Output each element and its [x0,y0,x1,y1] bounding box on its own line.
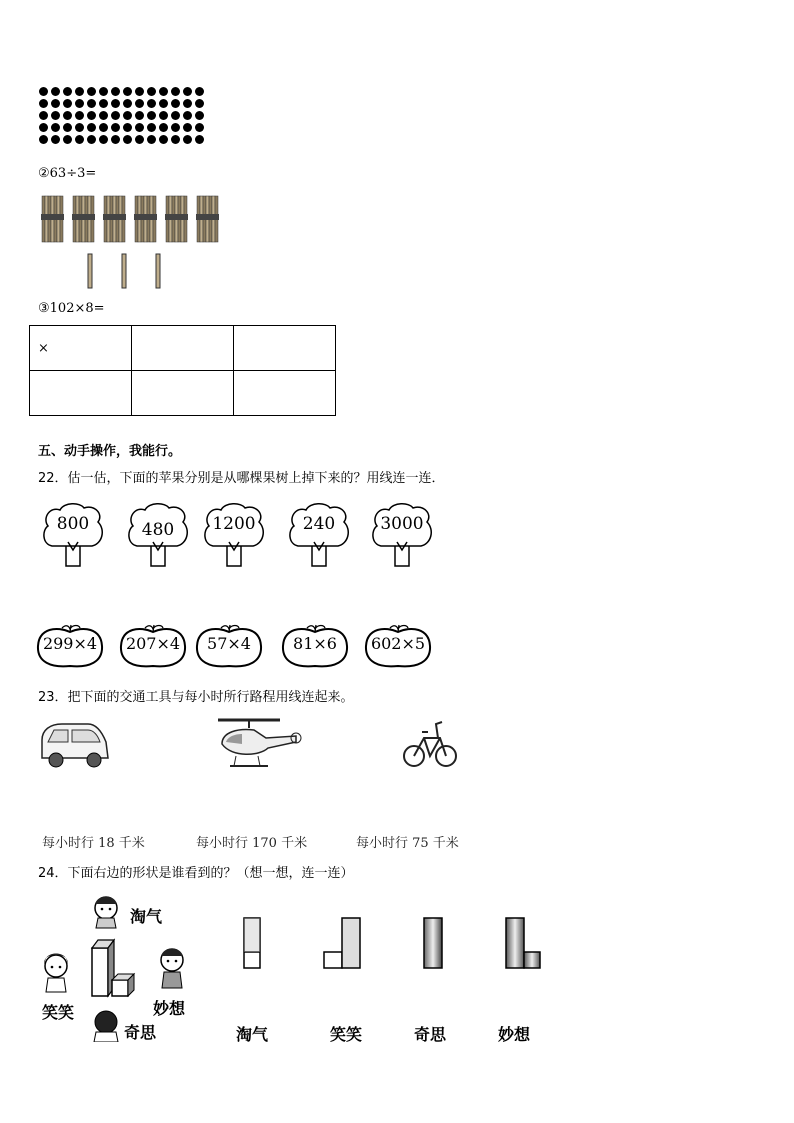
kid-name-label: 奇思 [124,1023,157,1042]
dot [63,99,72,108]
apple[interactable] [118,622,188,670]
dot [135,135,144,144]
dot [99,99,108,108]
table-cell[interactable] [132,371,234,416]
dot [171,123,180,132]
view-name-label: 奇思 [414,1025,447,1044]
dot [135,87,144,96]
tree-value: 480 [141,520,175,540]
dot [195,111,204,120]
apple[interactable] [35,622,105,670]
tree-value: 3000 [380,514,424,534]
apple-expression: 81×6 [293,634,337,653]
bicycle-icon[interactable] [402,714,458,774]
tree[interactable] [125,500,191,570]
stick-bundle [103,196,126,242]
dot [39,135,48,144]
dot [147,111,156,120]
apple[interactable] [194,622,264,670]
dot [183,99,192,108]
stick-bundles [38,192,228,292]
tree[interactable] [369,500,435,570]
dot [87,135,96,144]
dot [195,99,204,108]
dot [135,123,144,132]
apple-expression: 57×4 [207,634,251,653]
single-stick [156,254,160,288]
dot [87,123,96,132]
dot [99,123,108,132]
single-stick [88,254,92,288]
dot [63,123,72,132]
dot [39,87,48,96]
dot-grid [38,86,206,146]
table-cell[interactable] [234,371,336,416]
dot [111,123,120,132]
view-shape-side-by-side-reversed[interactable] [502,914,544,972]
question-22-text: 22．估一估，下面的苹果分别是从哪棵果树上掉下来的？用线连一连． [38,471,445,486]
dot [183,111,192,120]
dot [123,87,132,96]
question-24-text: 24．下面右边的形状是谁看到的？（想一想，连一连） [38,866,354,881]
dot [147,99,156,108]
dot [51,87,60,96]
tree-icon [369,500,435,570]
dot [159,87,168,96]
dot [183,123,192,132]
dot [183,87,192,96]
dot [147,135,156,144]
dot [99,135,108,144]
view-shape-stacked[interactable] [240,916,264,972]
kid-icon [95,897,117,929]
dot [123,123,132,132]
dot [75,123,84,132]
question-23-text: 23．把下面的交通工具与每小时所行路程用线连起来。 [38,690,354,705]
tree-icon [40,500,106,570]
single-stick [122,254,126,288]
car-icon[interactable] [38,718,110,770]
apple[interactable] [363,622,433,670]
tree-icon [201,500,267,570]
apple-expression: 207×4 [125,634,181,653]
dot [159,99,168,108]
dot [171,111,180,120]
table-row [30,371,336,416]
table-cell[interactable] [30,371,132,416]
tree-icon [286,500,352,570]
problem-3-label: ③102×8= [38,301,105,316]
dot [63,135,72,144]
dot [87,87,96,96]
multiplication-table [29,325,336,416]
kid-name-label: 淘气 [130,907,163,926]
view-name-label: 淘气 [236,1025,269,1044]
dot [99,111,108,120]
apple-expression: 299×4 [42,634,98,653]
dot [195,135,204,144]
dot [39,111,48,120]
dot [159,123,168,132]
view-shape-side-by-side[interactable] [322,914,366,972]
dot [111,99,120,108]
dot [111,135,120,144]
section-heading: 五、动手操作，我能行。 [38,444,182,459]
view-shape-tall[interactable] [420,914,446,972]
dot [135,99,144,108]
dot [87,111,96,120]
problem-2-label: ②63÷3= [38,166,97,181]
dot [99,87,108,96]
speed-label[interactable]: 每小时行 75 千米 [356,836,459,851]
dot [147,123,156,132]
stick-bundle [134,196,157,242]
tree-value: 1200 [212,514,256,534]
view-name-label: 笑笑 [330,1025,363,1044]
dot [195,123,204,132]
dot [39,99,48,108]
dot [111,111,120,120]
dot [183,135,192,144]
dot [171,99,180,108]
stick-bundle [196,196,219,242]
dot [171,87,180,96]
dot [159,135,168,144]
kid-name-label: 妙想 [153,999,186,1018]
tree[interactable] [286,500,352,570]
dot [123,111,132,120]
view-name-label: 妙想 [498,1025,531,1044]
tree[interactable] [201,500,267,570]
dot [123,99,132,108]
dot [51,123,60,132]
tree-value: 240 [302,514,336,534]
stick-bundle [72,196,95,242]
dot [75,87,84,96]
tree[interactable] [40,500,106,570]
dot [123,135,132,144]
dot [171,135,180,144]
dot [135,111,144,120]
table-cell[interactable]: × [30,326,132,371]
dot [51,99,60,108]
dot [63,87,72,96]
speed-label[interactable]: 每小时行 18 千米 [42,836,145,851]
dot [75,111,84,120]
dot [39,123,48,132]
dot [111,87,120,96]
apple[interactable] [280,622,350,670]
dot [51,135,60,144]
dot [147,87,156,96]
dot [75,135,84,144]
stick-bundle [165,196,188,242]
dot [159,111,168,120]
table-cell[interactable] [234,326,336,371]
kid-name-label: 笑笑 [42,1003,75,1022]
dot [63,111,72,120]
apple-expression: 602×5 [370,634,426,653]
table-cell[interactable] [132,326,234,371]
stick-bundle [41,196,64,242]
dot [195,87,204,96]
table-row [30,326,336,371]
dot [87,99,96,108]
speed-label[interactable]: 每小时行 170 千米 [196,836,308,851]
dot [51,111,60,120]
dot [75,99,84,108]
helicopter-icon[interactable] [216,714,302,774]
tree-value: 800 [56,514,90,534]
